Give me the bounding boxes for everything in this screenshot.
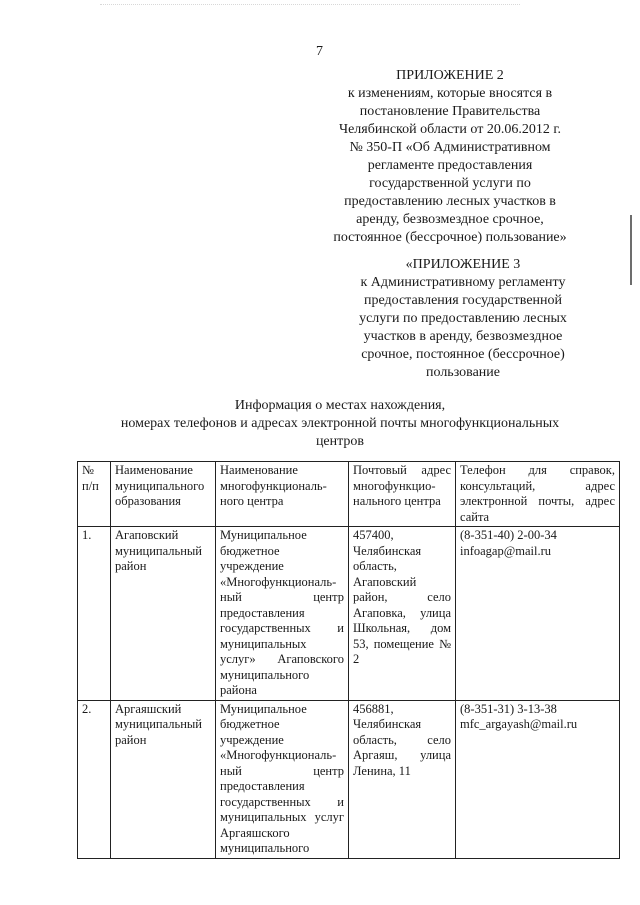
- mfc-table: [77, 461, 620, 859]
- header-center-name: Наименование многофункциональ-ного центра: [216, 462, 349, 527]
- appendix-3-line: участков в аренду, безвозмездное: [363, 329, 563, 344]
- cell-number: 2.: [78, 700, 111, 858]
- table-row: [78, 527, 620, 701]
- header-contacts: Телефон для справок, консультаций, адрес электронной почты, адрес сайта: [456, 462, 620, 527]
- scan-edge-mark: [630, 215, 632, 285]
- scan-noise: [100, 4, 520, 7]
- header-postal-address: Почтовый адрес многофункцио-нального центра: [349, 462, 456, 527]
- phone-number: (8-351-40) 2-00-34: [460, 528, 557, 542]
- appendix-2-line: аренду, безвозмездное срочное,: [356, 212, 544, 227]
- appendix-2-header: [300, 67, 600, 247]
- appendix-2-line: постоянное (бессрочное) пользование»: [333, 230, 567, 245]
- appendix-3-line: пользование: [426, 365, 500, 380]
- cell-contacts: [456, 700, 620, 858]
- header-municipality: Наименование муниципального образования: [111, 462, 216, 527]
- table-row: [78, 700, 620, 858]
- appendix-2-line: № 350-П «Об Административном: [349, 140, 551, 155]
- appendix-3-line: срочное, постоянное (бессрочное): [361, 347, 565, 362]
- table-title: [60, 397, 620, 451]
- page-number: 7: [316, 44, 323, 59]
- appendix-3-line: к Административному регламенту: [360, 275, 566, 290]
- appendix-3-line: услуги по предоставлению лесных: [359, 311, 567, 326]
- cell-municipality: Агаповский муниципальный район: [111, 527, 216, 701]
- cell-municipality: Аргаяшский муниципальный район: [111, 700, 216, 858]
- cell-postal-address: 456881, Челябинская область, село Аргаяш, улица Ленина, 11: [349, 700, 456, 858]
- cell-center-name: Муниципальное бюджетное учреждение «Многофункциональ-ный центр предоставления государственных и муниципальных услуг Аргаяшского муниципального: [216, 700, 349, 858]
- cell-postal-address: 457400, Челябинская область, Агаповский район, село Агаповка, улица Школьная, дом 53, помещение № 2: [349, 527, 456, 701]
- appendix-2-line: постановление Правительства: [359, 104, 541, 119]
- appendix-3-line: предоставления государственной: [363, 293, 563, 308]
- appendix-3-line: «ПРИЛОЖЕНИЕ 3: [405, 257, 521, 272]
- appendix-2-line: ПРИЛОЖЕНИЕ 2: [396, 68, 504, 83]
- table-title-line: центров: [315, 434, 365, 449]
- table-header-row: [78, 462, 620, 527]
- appendix-2-line: регламенте предоставления: [367, 158, 533, 173]
- header-number: № п/п: [78, 462, 111, 527]
- email-address: infoagap@mail.ru: [460, 543, 551, 558]
- cell-center-name: Муниципальное бюджетное учреждение «Многофункциональ-ный центр предоставления государственных и муниципальных услуг» Агаповского муниципального района: [216, 527, 349, 701]
- appendix-2-line: государственной услуги по: [369, 176, 531, 191]
- email-address: mfc_argayash@mail.ru: [460, 717, 578, 731]
- cell-number: 1.: [78, 527, 111, 701]
- cell-contacts: [456, 527, 620, 701]
- phone-number: (8-351-31) 3-13-38: [460, 701, 557, 716]
- appendix-3-header: [332, 256, 594, 382]
- table-title-line: Информация о местах нахождения,: [234, 398, 446, 413]
- table-title-line: номерах телефонов и адресах электронной почты многофункциональных: [120, 416, 560, 431]
- appendix-2-line: Челябинской области от 20.06.2012 г.: [338, 122, 562, 137]
- appendix-2-line: к изменениям, которые вносятся в: [347, 86, 553, 101]
- appendix-2-line: предоставлению лесных участков в: [344, 194, 556, 209]
